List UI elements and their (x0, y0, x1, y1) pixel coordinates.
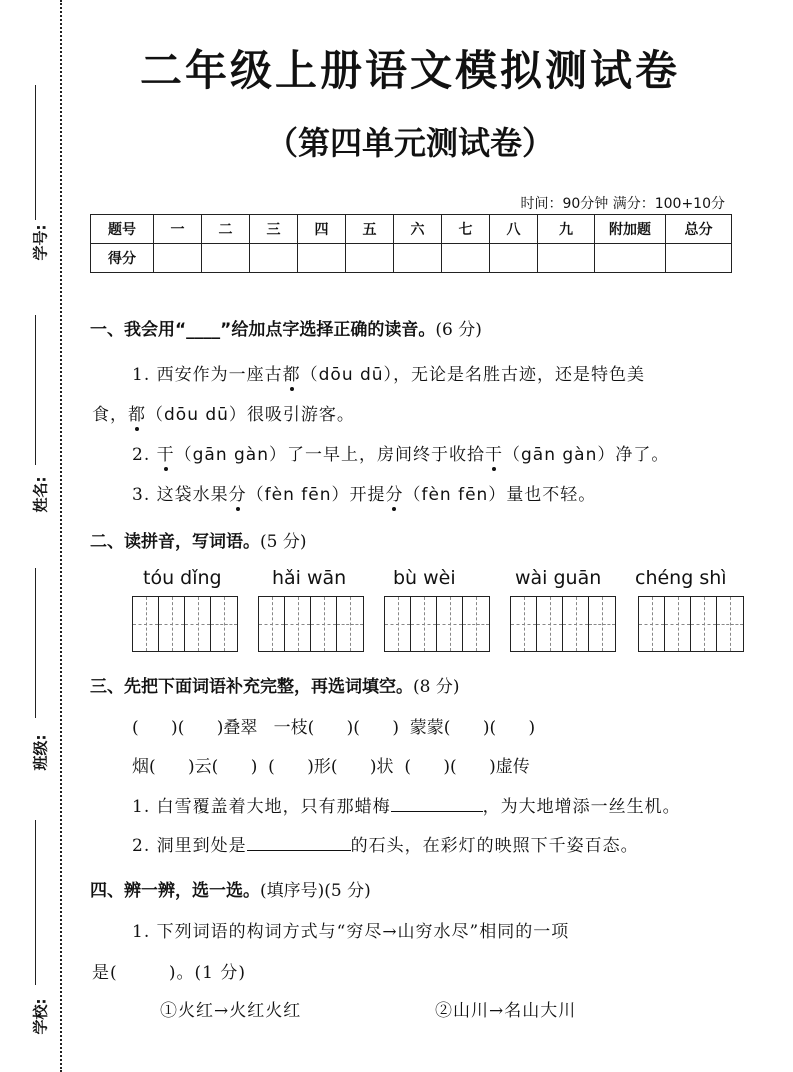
grid-cell[interactable] (259, 597, 285, 651)
header-cell: 一 (154, 215, 202, 244)
q1-s1-text-4: 很吸引游客。 (246, 405, 355, 425)
class-label: 班级: (31, 734, 50, 771)
grid-cell[interactable] (185, 597, 211, 651)
q3-s1-text: 1. 白雪覆盖着大地，只有那蜡梅 (132, 797, 391, 817)
q2-writing-grid-3[interactable] (384, 596, 490, 652)
score-cell[interactable] (538, 244, 595, 273)
q1-sentence-3 (132, 480, 596, 505)
grid-cell[interactable] (337, 597, 363, 651)
score-cell[interactable] (202, 244, 250, 273)
score-cell[interactable] (346, 244, 394, 273)
grid-cell[interactable] (311, 597, 337, 651)
grid-cell[interactable] (589, 597, 615, 651)
q1-sentence-1-cont (92, 400, 355, 425)
name-label: 姓名: (31, 476, 50, 513)
q3-s1-text-2: ，为大地增添一丝生机。 (482, 797, 681, 817)
q1-s1-dotted-char-2: 都 (128, 400, 146, 425)
q3-heading-text: 三、先把下面词语补充完整，再选词填空。 (90, 677, 413, 697)
q1-s2-pinyin-options-2[interactable]: （gān gàn） (503, 445, 616, 465)
q1-s1-text-2: ，无论是名胜古迹，还是特色美 (393, 365, 646, 385)
q4-option-2[interactable]: ②山川→名山大川 (435, 1001, 577, 1021)
q3-s2-blank[interactable] (247, 832, 351, 851)
grid-cell[interactable] (665, 597, 691, 651)
header-cell: 二 (202, 215, 250, 244)
q1-s1-pinyin-options-2[interactable]: （dōu dū） (146, 405, 247, 425)
score-cell[interactable] (250, 244, 298, 273)
q3-s2-text-2: 的石头，在彩灯的映照下千姿百态。 (350, 836, 639, 856)
q2-heading-text: 二、读拼音，写词语。 (90, 532, 260, 552)
grid-cell[interactable] (437, 597, 463, 651)
q4-option-1[interactable]: ①火红→火红火红 (160, 1001, 302, 1021)
q1-s2-text-2: 净了。 (615, 445, 670, 465)
grid-cell[interactable] (133, 597, 159, 651)
grid-cell[interactable] (385, 597, 411, 651)
header-cell: 七 (442, 215, 490, 244)
q2-pinyin-3: bù wèi (393, 567, 456, 589)
q1-s2-number: 2. (132, 445, 157, 465)
q4-heading (90, 876, 371, 901)
q2-pinyin-5: chéng shì (635, 567, 727, 589)
grid-cell[interactable] (691, 597, 717, 651)
q1-s2-text: 了一早上，房间终于收拾 (287, 445, 485, 465)
score-row-label: 得分 (91, 244, 154, 273)
score-table-score-row (91, 244, 732, 273)
page-title: 二年级上册语文模拟测试卷 (139, 46, 680, 95)
q2-heading (90, 527, 306, 552)
grid-cell[interactable] (211, 597, 237, 651)
q1-heading (90, 315, 482, 340)
q1-heading-text: 一、我会用“____”给加点字选择正确的读音。 (90, 320, 436, 340)
q1-s2-pinyin-options[interactable]: （gān gàn） (174, 445, 287, 465)
grid-cell[interactable] (159, 597, 185, 651)
q4-heading-text: 四、辨一辨，选一选。 (90, 881, 260, 901)
q1-s1-dotted-char: 都 (283, 360, 301, 385)
grid-cell[interactable] (537, 597, 563, 651)
q1-s1-text-3: 食， (92, 405, 128, 425)
header-cell: 总分 (666, 215, 732, 244)
q1-s3-text-3: 量也不轻。 (506, 485, 597, 505)
q1-s2-dotted-char: 干 (157, 440, 175, 465)
grid-cell[interactable] (511, 597, 537, 651)
score-cell[interactable] (442, 244, 490, 273)
q2-pinyin-2: hǎi wān (272, 567, 347, 589)
q4-question-1-cont[interactable]: 是( )。(1 分) (92, 963, 246, 983)
grid-cell[interactable] (285, 597, 311, 651)
grid-cell[interactable] (463, 597, 489, 651)
score-table (90, 214, 732, 273)
q1-s1-pinyin-options[interactable]: （dōu dū） (300, 365, 394, 385)
q3-idiom-row-2[interactable]: 烟( )云( ) ( )形( )状 ( )( )虚传 (132, 757, 530, 777)
q1-s1-text: 1. 西安作为一座古 (132, 365, 283, 385)
q1-s3-pinyin-options-2[interactable]: （fèn fēn） (403, 485, 507, 505)
header-cell: 附加题 (595, 215, 666, 244)
q1-s2-dotted-char-2: 干 (485, 440, 503, 465)
page-subtitle: （第四单元测试卷） (265, 124, 554, 162)
score-table-header-row (91, 215, 732, 244)
grid-cell[interactable] (411, 597, 437, 651)
q1-s3-dotted-char: 分 (229, 480, 247, 505)
q2-pinyin-1: tóu dǐng (143, 567, 222, 589)
q4-points: (填序号)(5 分) (260, 881, 371, 901)
header-cell: 题号 (91, 215, 154, 244)
q3-points: (8 分) (413, 677, 460, 697)
school-label: 学校: (31, 998, 50, 1035)
q4-question-1: 1. 下列词语的构词方式与“穷尽→山穷水尽”相同的一项 (132, 922, 570, 942)
score-cell[interactable] (490, 244, 538, 273)
grid-cell[interactable] (563, 597, 589, 651)
q1-s3-pinyin-options[interactable]: （fèn fēn） (246, 485, 350, 505)
score-cell[interactable] (154, 244, 202, 273)
time-score-info: 时间：90分钟 满分：100+10分 (520, 196, 725, 212)
header-cell: 八 (490, 215, 538, 244)
q1-sentence-2 (132, 440, 669, 465)
q2-points: (5 分) (260, 532, 307, 552)
q3-sentence-1 (132, 792, 681, 817)
score-cell[interactable] (394, 244, 442, 273)
score-cell[interactable] (595, 244, 666, 273)
header-cell: 六 (394, 215, 442, 244)
q3-s2-text: 2. 洞里到处是 (132, 836, 247, 856)
q1-sentence-1 (132, 360, 645, 385)
header-cell: 五 (346, 215, 394, 244)
q3-s1-blank[interactable] (391, 793, 483, 812)
q2-writing-grid-2[interactable] (258, 596, 364, 652)
score-cell[interactable] (666, 244, 732, 273)
score-cell[interactable] (298, 244, 346, 273)
q1-s3-text-2: 开提 (349, 485, 386, 505)
q2-writing-grid-1[interactable] (132, 596, 238, 652)
q2-pinyin-4: wài guān (515, 567, 602, 589)
header-cell: 四 (298, 215, 346, 244)
name-line[interactable] (35, 315, 36, 465)
header-cell: 三 (250, 215, 298, 244)
student-no-line[interactable] (35, 85, 36, 220)
q1-s3-dotted-char-2: 分 (385, 480, 403, 505)
q1-s3-text: 3. 这袋水果 (132, 485, 229, 505)
binding-dotted-line (60, 0, 62, 1072)
q1-points: (6 分) (435, 320, 482, 340)
q3-heading (90, 672, 459, 697)
q3-sentence-2 (132, 831, 639, 856)
q2-writing-grid-4[interactable] (510, 596, 616, 652)
grid-cell[interactable] (639, 597, 665, 651)
student-no-label: 学号: (31, 224, 50, 261)
school-line[interactable] (35, 820, 36, 985)
q2-writing-grid-5[interactable] (638, 596, 744, 652)
header-cell: 九 (538, 215, 595, 244)
q3-idiom-row-1[interactable]: ( )( )叠翠 一枝( )( ) 蒙蒙( )( ) (132, 718, 536, 738)
grid-cell[interactable] (717, 597, 743, 651)
class-line[interactable] (35, 568, 36, 718)
